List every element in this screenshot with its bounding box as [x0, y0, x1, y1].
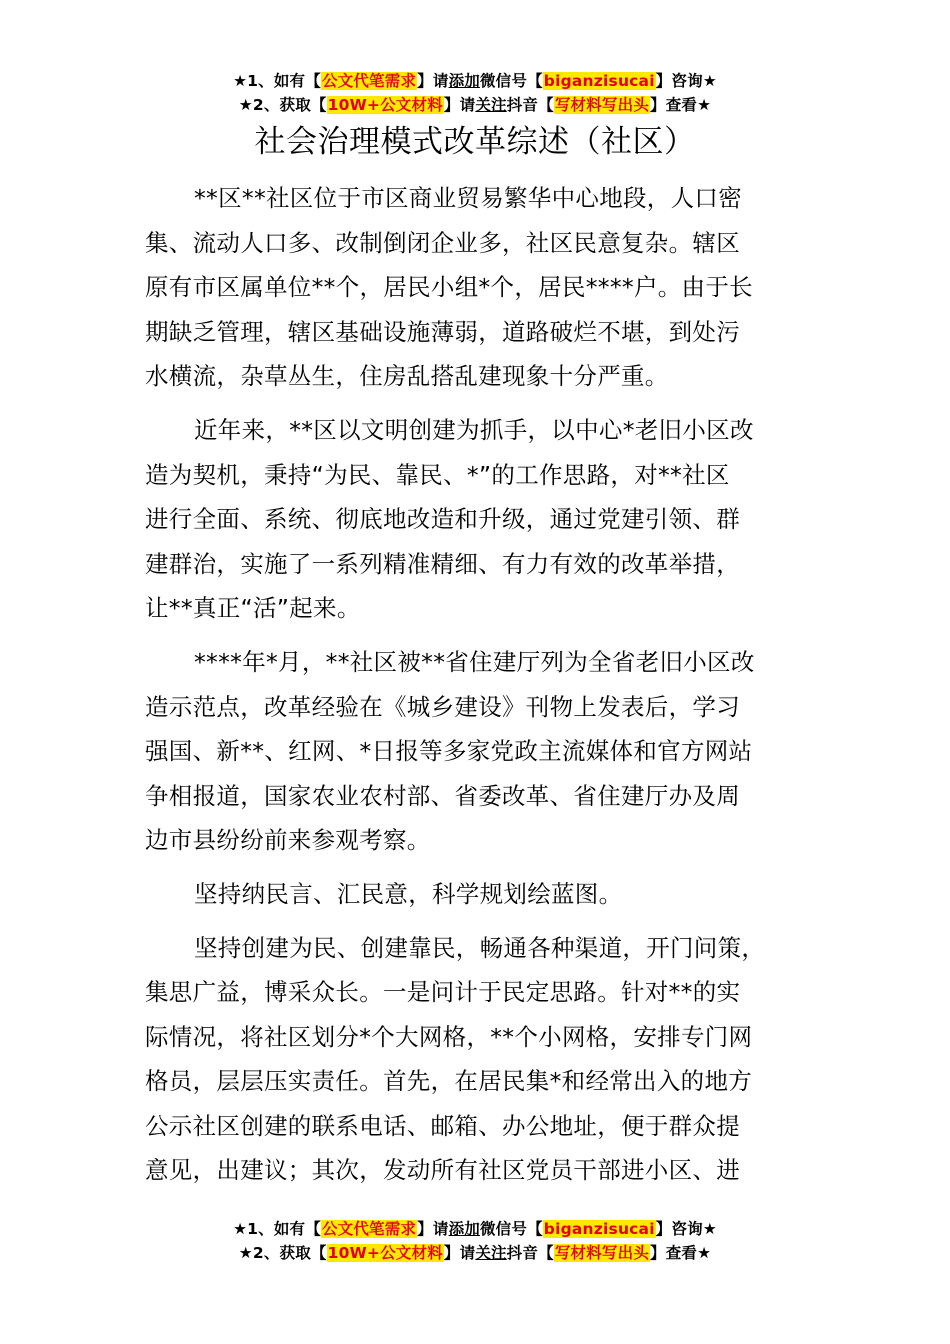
text-line: 坚持创建为民、创建靠民，畅通各种渠道，开门问策，: [194, 933, 766, 962]
banner-highlight: 公文代笔需求: [321, 72, 417, 90]
banner-text: 】咨询★: [655, 1220, 717, 1238]
text-line: 近年来，**区以文明创建为抓手，以中心*老旧小区改: [194, 415, 754, 444]
text-line: 进行全面、系统、彻底地改造和升级，通过党建引领、群: [145, 505, 740, 534]
banner-text: 】咨询★: [655, 72, 717, 90]
text-line: 争相报道，国家农业农村部、省委改革、省住建厅办及周: [145, 781, 740, 810]
banner-text: 】请: [417, 72, 449, 90]
section-heading-line: 坚持纳民言、汇民意，科学规划绘蓝图。: [194, 879, 623, 908]
banner-underlined: 关注: [475, 1244, 507, 1262]
text-line: 水横流，杂草丛生，住房乱搭乱建现象十分严重。: [145, 362, 669, 391]
paragraph-1: [145, 176, 833, 399]
paragraph-2: [145, 408, 833, 631]
paragraph-4-heading: [145, 872, 833, 917]
banner-text: 抖音【: [506, 96, 554, 114]
banner-highlight: 公文代笔需求: [321, 1220, 417, 1238]
text-line: 集思广益，博采众长。一是问计于民定思路。针对**的实: [145, 978, 741, 1007]
document-title: 社会治理模式改革综述（社区）: [254, 124, 696, 160]
banner-text: 】查看★: [650, 1244, 712, 1262]
banner-text: ★1、如有【: [233, 1220, 321, 1238]
document-body: [145, 176, 833, 1202]
text-line: ****年*月，**社区被**省住建厅列为全省老旧小区改: [194, 647, 755, 676]
text-line: 造示范点，改革经验在《城乡建设》刊物上发表后，学习: [145, 692, 740, 721]
banner-text: ★1、如有【: [233, 72, 321, 90]
text-line: 边市县纷纷前来参观考察。: [145, 826, 431, 855]
banner-underlined: 添加: [448, 72, 480, 90]
text-line: 强国、新**、红网、*日报等多家党政主流媒体和官方网站: [145, 737, 753, 766]
banner-text: 抖音【: [506, 1244, 554, 1262]
text-line: 建群治，实施了一系列精准精细、有力有效的改革举措，: [145, 549, 740, 578]
text-line: 原有市区属单位**个，居民小组*个，居民****户。由于长: [145, 273, 753, 302]
banner-text: 】查看★: [650, 96, 712, 114]
banner-underlined: 添加: [448, 1220, 480, 1238]
banner-highlight-wechat-id: biganzisucai: [543, 1220, 655, 1238]
text-line: 格员，层层压实责任。首先，在居民集*和经常出入的地方: [145, 1067, 753, 1096]
text-line: 让**真正“活”起来。: [145, 594, 361, 623]
banner-highlight-douyin: 写材料写出头: [554, 96, 650, 114]
banner-highlight-douyin: 写材料写出头: [554, 1244, 650, 1262]
banner-underlined: 关注: [475, 96, 507, 114]
text-line: 造为契机，秉持“为民、靠民、*”的工作思路，对**社区: [145, 460, 730, 489]
banner-text: ★2、获取【: [238, 1244, 327, 1262]
text-line: 期缺乏管理，辖区基础设施薄弱，道路破烂不堪，到处污: [145, 317, 740, 346]
text-line: 集、流动人口多、改制倒闭企业多，社区民意复杂。辖区: [145, 228, 740, 257]
paragraph-5: [145, 926, 833, 1194]
text-line: 际情况，将社区划分*个大网格，**个小网格，安排专门网: [145, 1022, 753, 1051]
paragraph-3: [145, 640, 833, 863]
banner-highlight: 10W+公文材料: [327, 96, 443, 114]
banner-text: 】请: [443, 96, 476, 114]
header-banner: [0, 69, 950, 117]
banner-line-1: [0, 69, 950, 93]
banner-highlight-wechat-id: biganzisucai: [543, 72, 655, 90]
text-line: 意见，出建议；其次，发动所有社区党员干部进小区、进: [145, 1156, 740, 1185]
banner-text: 】请: [443, 1244, 476, 1262]
footer-banner: [0, 1217, 950, 1265]
banner-text: 】请: [417, 1220, 449, 1238]
banner-line-2: [0, 1241, 950, 1265]
banner-highlight: 10W+公文材料: [327, 1244, 443, 1262]
banner-line-2: [0, 93, 950, 117]
banner-text: 微信号【: [479, 1220, 543, 1238]
banner-text: 微信号【: [479, 72, 543, 90]
text-line: **区**社区位于市区商业贸易繁华中心地段，人口密: [194, 184, 742, 212]
banner-text: ★2、获取【: [238, 96, 327, 114]
banner-line-1: [0, 1217, 950, 1241]
text-line: 公示社区创建的联系电话、邮箱、办公地址，便于群众提: [145, 1111, 740, 1140]
